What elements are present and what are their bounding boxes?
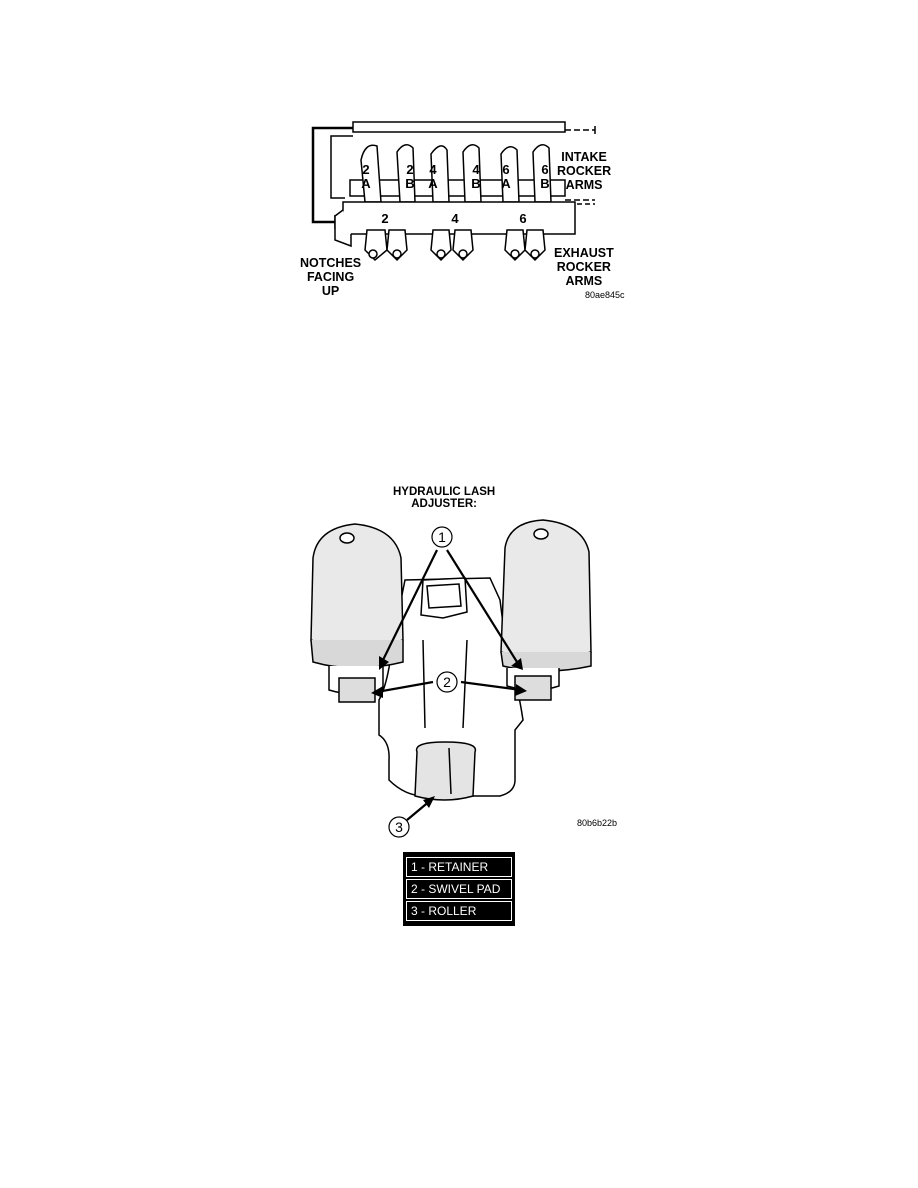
figure-code: 80b6b22b <box>577 818 618 828</box>
label-line: ARMS <box>565 178 603 192</box>
exhaust-shaft <box>343 202 575 234</box>
callout-2: 2 <box>443 674 451 690</box>
intake-tag-num: 2 <box>406 162 414 177</box>
intake-tag-num: 4 <box>472 162 480 177</box>
label-line: ROCKER <box>556 260 611 274</box>
callout-legend <box>403 852 515 926</box>
legend-item: 2 - SWIVEL PAD <box>406 879 512 899</box>
figure-title <box>393 486 495 510</box>
intake-tag-num: 2 <box>362 162 370 177</box>
intake-rocker-arms-label <box>557 150 611 192</box>
exhaust-tag: 4 <box>451 211 459 226</box>
title-line: HYDRAULIC LASH <box>393 486 496 498</box>
rocker-arm-figure <box>295 112 625 312</box>
title-line: ADJUSTER: <box>411 498 478 510</box>
callout-1: 1 <box>438 529 446 545</box>
label-line: EXHAUST <box>554 246 614 260</box>
left-lash-adjuster <box>311 524 403 648</box>
label-line: ROCKER <box>557 164 612 178</box>
legend-item: 3 - ROLLER <box>406 901 512 921</box>
rocker-shaft <box>353 122 565 132</box>
roller <box>415 742 475 800</box>
notches-facing-up-label <box>300 256 361 298</box>
lash-adjuster-illustration <box>295 480 630 840</box>
intake-tag-letter: B <box>540 176 550 191</box>
label-line: UP <box>321 284 340 298</box>
exhaust-rocker-arms-label <box>554 246 614 288</box>
intake-tag-letter: B <box>471 176 481 191</box>
label-line: ARMS <box>565 274 603 288</box>
label-line: NOTCHES <box>300 256 362 270</box>
label-line: INTAKE <box>561 150 607 164</box>
figure-code: 80ae845c <box>585 290 625 300</box>
intake-tag-num: 6 <box>502 162 510 177</box>
lash-adjuster-figure <box>295 480 630 840</box>
label-line: FACING <box>306 270 355 284</box>
intake-tag-letter: A <box>501 176 511 191</box>
intake-tag-letter: A <box>428 176 438 191</box>
intake-shaft <box>350 180 565 196</box>
right-lash-adjuster <box>501 520 591 659</box>
exhaust-tag: 6 <box>519 211 527 226</box>
callout-3: 3 <box>395 819 403 835</box>
legend-item: 1 - RETAINER <box>406 857 512 877</box>
intake-tag-num: 6 <box>541 162 549 177</box>
exhaust-tag: 2 <box>381 211 389 226</box>
intake-tag-num: 4 <box>429 162 437 177</box>
intake-tag-letter: A <box>361 176 371 191</box>
intake-tag-letter: B <box>405 176 415 191</box>
